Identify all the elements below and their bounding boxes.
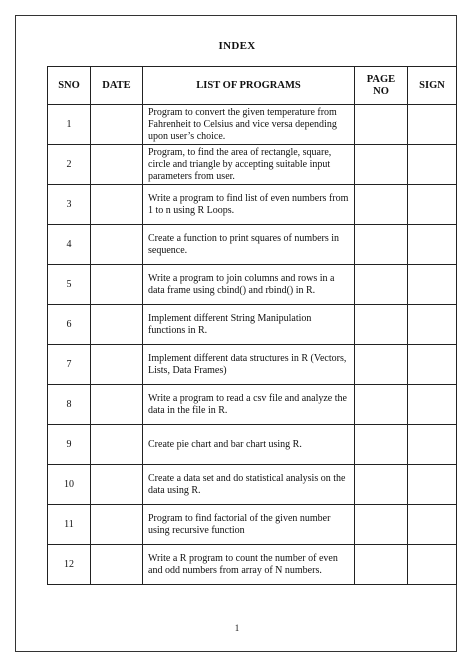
table-body bbox=[48, 105, 457, 585]
row-date-cell bbox=[91, 385, 143, 425]
row-sno: 3 bbox=[48, 185, 91, 225]
table-row bbox=[48, 225, 457, 265]
table-row bbox=[48, 425, 457, 465]
row-program: Implement different data structures in R (Vectors, Lists, Data Frames) bbox=[143, 345, 355, 385]
row-page-no-cell bbox=[355, 105, 408, 145]
table-row bbox=[48, 145, 457, 185]
row-sno: 1 bbox=[48, 105, 91, 145]
row-sno: 8 bbox=[48, 385, 91, 425]
row-page-no-cell bbox=[355, 185, 408, 225]
row-sign-cell bbox=[408, 425, 457, 465]
row-sign-cell bbox=[408, 185, 457, 225]
row-sign-cell bbox=[408, 385, 457, 425]
row-page-no-cell bbox=[355, 305, 408, 345]
row-date-cell bbox=[91, 105, 143, 145]
row-page-no-cell bbox=[355, 505, 408, 545]
table-row bbox=[48, 345, 457, 385]
column-header-date: DATE bbox=[91, 67, 143, 105]
row-sign-cell bbox=[408, 105, 457, 145]
row-date-cell bbox=[91, 505, 143, 545]
column-header-sign: SIGN bbox=[408, 67, 457, 105]
table-row bbox=[48, 545, 457, 585]
row-sno: 5 bbox=[48, 265, 91, 305]
table-row bbox=[48, 265, 457, 305]
row-sign-cell bbox=[408, 545, 457, 585]
row-sno: 9 bbox=[48, 425, 91, 465]
row-program: Write a R program to count the number of even and odd numbers from array of N numbers. bbox=[143, 545, 355, 585]
row-program: Implement different String Manipulation functions in R. bbox=[143, 305, 355, 345]
row-page-no-cell bbox=[355, 465, 408, 505]
row-sign-cell bbox=[408, 465, 457, 505]
row-sno: 6 bbox=[48, 305, 91, 345]
row-sno: 4 bbox=[48, 225, 91, 265]
row-sign-cell bbox=[408, 345, 457, 385]
table-row bbox=[48, 505, 457, 545]
row-page-no-cell bbox=[355, 345, 408, 385]
row-date-cell bbox=[91, 465, 143, 505]
row-sign-cell bbox=[408, 305, 457, 345]
row-page-no-cell bbox=[355, 425, 408, 465]
index-table bbox=[47, 66, 457, 585]
row-sign-cell bbox=[408, 505, 457, 545]
row-program: Write a program to join columns and rows in a data frame using cbind() and rbind() in R. bbox=[143, 265, 355, 305]
row-sign-cell bbox=[408, 225, 457, 265]
table-row bbox=[48, 185, 457, 225]
row-page-no-cell bbox=[355, 385, 408, 425]
row-program: Program, to find the area of rectangle, square, circle and triangle by accepting suitable input parameters from user. bbox=[143, 145, 355, 185]
row-page-no-cell bbox=[355, 545, 408, 585]
page-title: INDEX bbox=[218, 40, 256, 52]
column-header-programs: LIST OF PROGRAMS bbox=[143, 67, 355, 105]
row-date-cell bbox=[91, 425, 143, 465]
row-program: Create a data set and do statistical analysis on the data using R. bbox=[143, 465, 355, 505]
table-row bbox=[48, 465, 457, 505]
table-row bbox=[48, 305, 457, 345]
row-sno: 2 bbox=[48, 145, 91, 185]
row-date-cell bbox=[91, 545, 143, 585]
row-date-cell bbox=[91, 305, 143, 345]
row-page-no-cell bbox=[355, 265, 408, 305]
row-date-cell bbox=[91, 265, 143, 305]
row-program: Write a program to read a csv file and analyze the data in the file in R. bbox=[143, 385, 355, 425]
column-header-sno: SNO bbox=[48, 67, 91, 105]
page-no-label: PAGE NO bbox=[366, 73, 396, 97]
table-row bbox=[48, 385, 457, 425]
column-header-page-no bbox=[355, 67, 408, 105]
row-date-cell bbox=[91, 345, 143, 385]
row-sign-cell bbox=[408, 265, 457, 305]
row-program: Create pie chart and bar chart using R. bbox=[143, 425, 355, 465]
row-program: Program to convert the given temperature from Fahrenheit to Celsius and vice versa depending upon user’s choice. bbox=[143, 105, 355, 145]
row-program: Create a function to print squares of numbers in sequence. bbox=[143, 225, 355, 265]
header-row bbox=[48, 67, 457, 105]
row-sno: 11 bbox=[48, 505, 91, 545]
row-date-cell bbox=[91, 145, 143, 185]
row-program: Program to find factorial of the given number using recursive function bbox=[143, 505, 355, 545]
row-sno: 10 bbox=[48, 465, 91, 505]
row-program: Write a program to find list of even numbers from 1 to n using R Loops. bbox=[143, 185, 355, 225]
row-sign-cell bbox=[408, 145, 457, 185]
row-sno: 7 bbox=[48, 345, 91, 385]
row-page-no-cell bbox=[355, 225, 408, 265]
row-date-cell bbox=[91, 185, 143, 225]
table-row bbox=[48, 105, 457, 145]
row-date-cell bbox=[91, 225, 143, 265]
row-page-no-cell bbox=[355, 145, 408, 185]
page-number: 1 bbox=[234, 623, 240, 633]
row-sno: 12 bbox=[48, 545, 91, 585]
